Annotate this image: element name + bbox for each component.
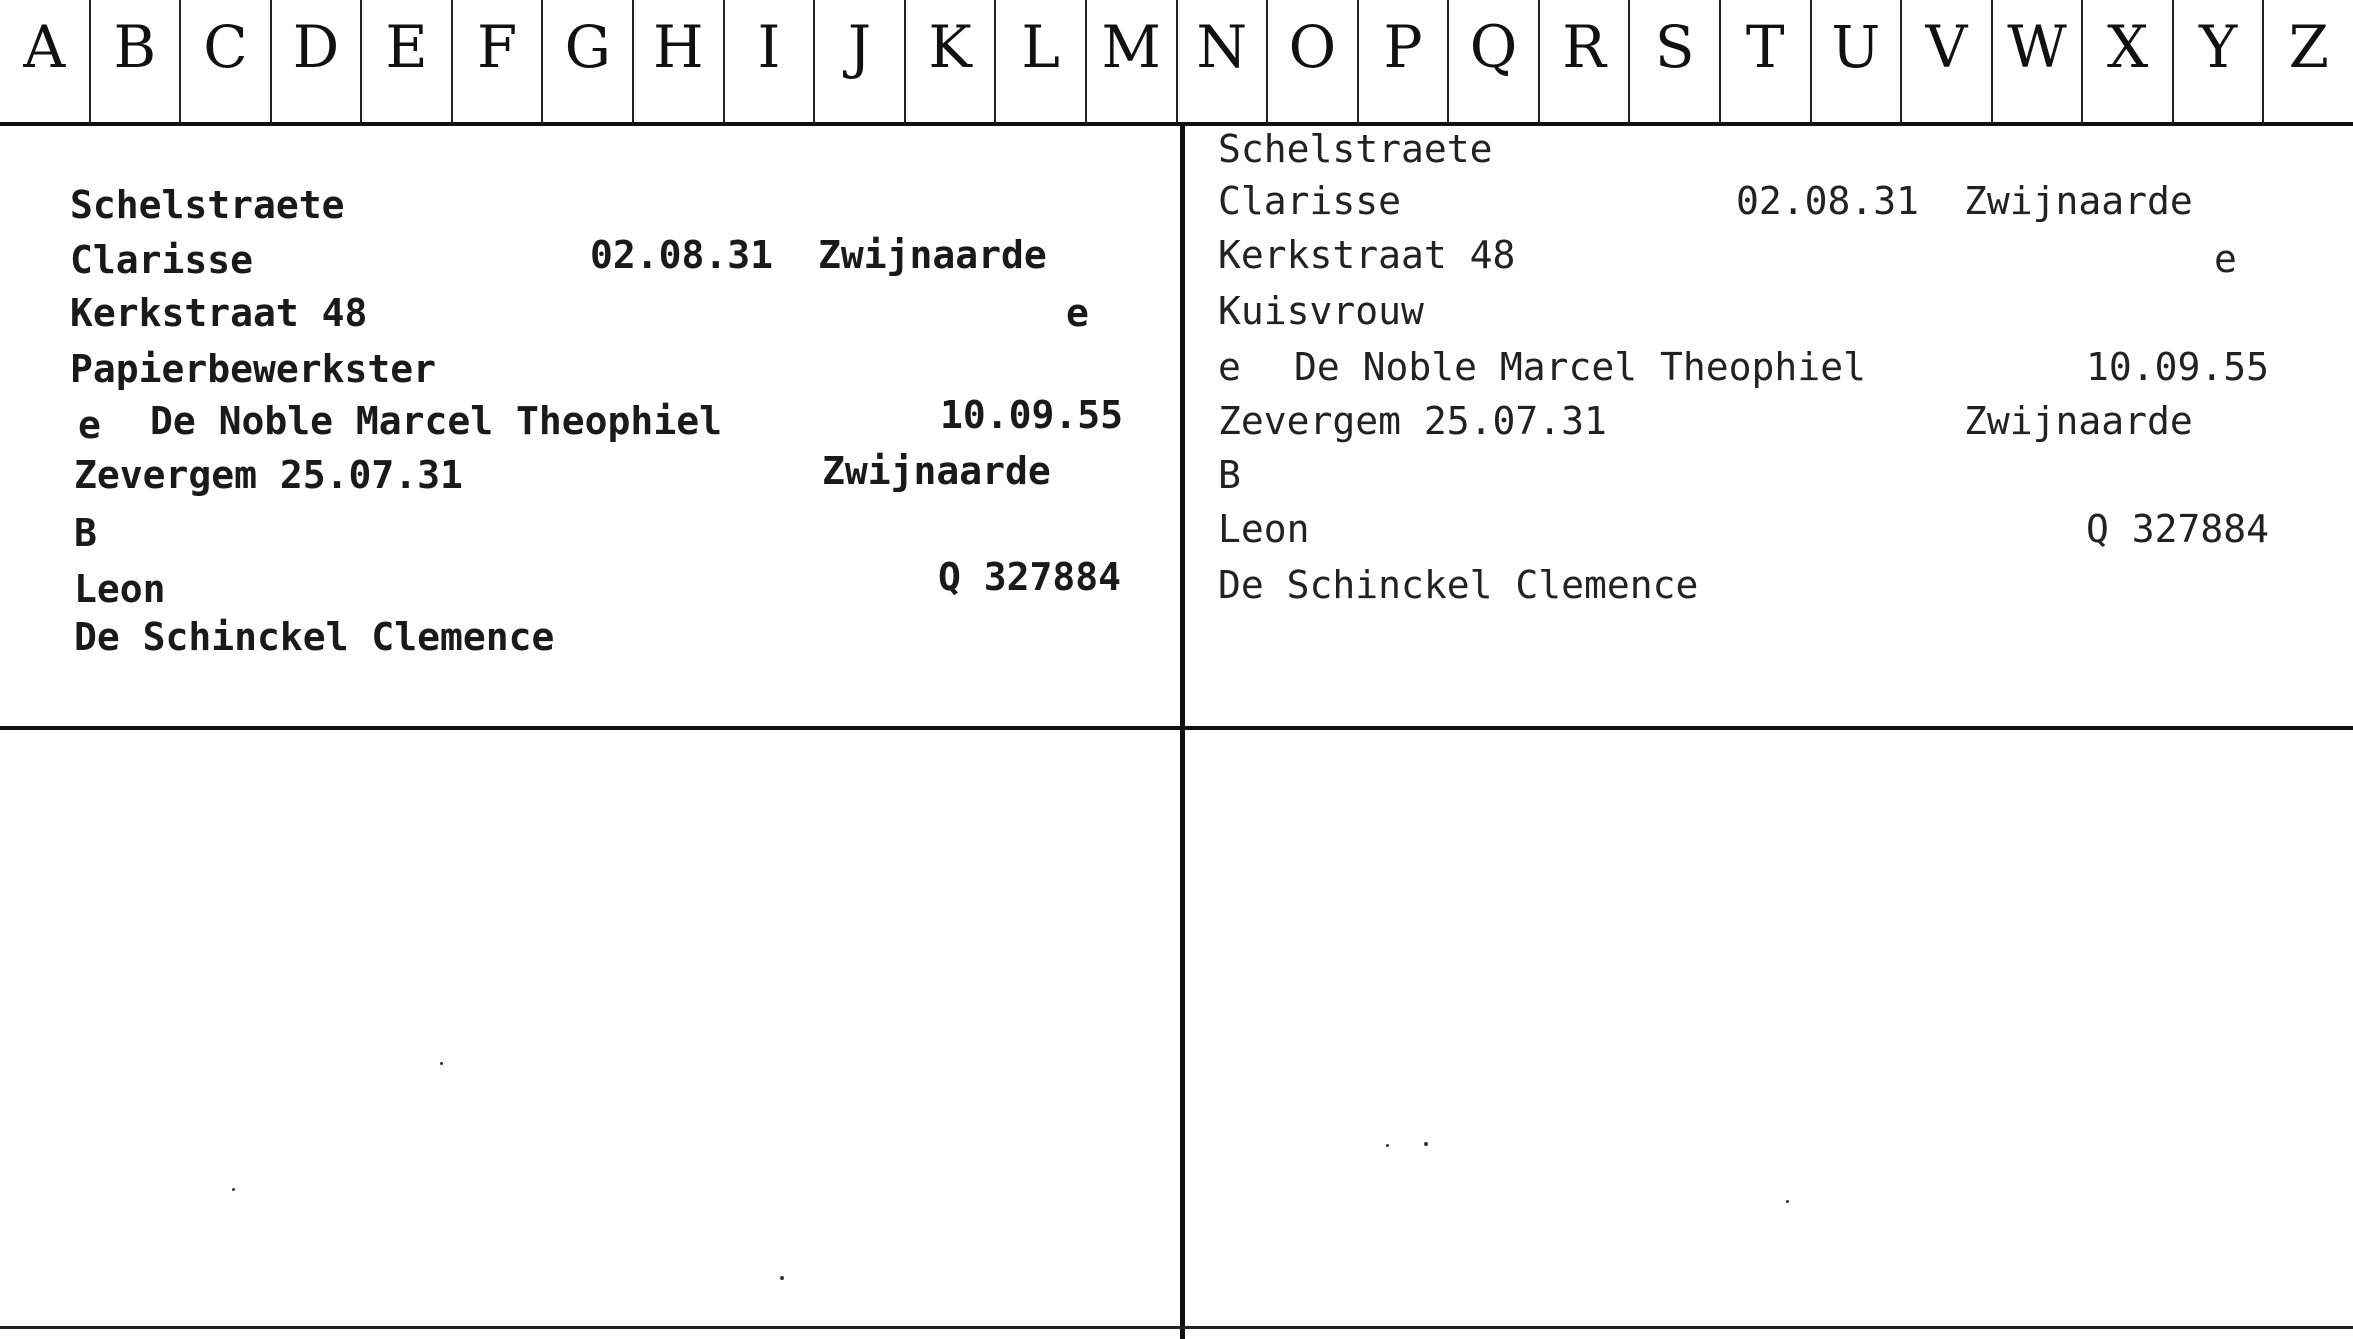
index-letter-r: R	[1540, 0, 1631, 122]
spouse-birth: Zevergem 25.07.31	[74, 453, 463, 497]
index-letter-s: S	[1630, 0, 1721, 122]
speck-mark	[1424, 1142, 1428, 1146]
empty-card-right	[1186, 732, 2353, 1328]
record-card-left	[0, 126, 1182, 728]
spouse-name: De Noble Marcel Theophiel	[150, 399, 722, 443]
empty-card-left	[0, 732, 1182, 1328]
register-number: Q 327884	[938, 555, 1122, 599]
index-letter-t: T	[1721, 0, 1812, 122]
speck-mark	[440, 1062, 443, 1065]
father-name: Leon	[74, 567, 166, 611]
birth-place: Zwijnaarde	[818, 233, 1047, 277]
spouse-birth: Zevergem 25.07.31	[1218, 399, 1607, 443]
mother-name: De Schinckel Clemence	[74, 615, 555, 659]
index-letter-j: J	[815, 0, 906, 122]
speck-mark	[1786, 1200, 1789, 1203]
index-letter-l: L	[996, 0, 1087, 122]
address: Kerkstraat 48	[70, 291, 368, 335]
index-letter-p: P	[1359, 0, 1450, 122]
surname: Schelstraete	[70, 183, 345, 227]
speck-mark	[1386, 1144, 1389, 1147]
spouse-name: De Noble Marcel Theophiel	[1294, 345, 1866, 389]
birth-date: 02.08.31	[590, 233, 774, 277]
birth-place: Zwijnaarde	[1964, 179, 2193, 223]
index-letter-z: Z	[2288, 13, 2329, 81]
address: Kerkstraat 48	[1218, 233, 1516, 277]
index-letter-a: A	[0, 0, 91, 122]
index-letter-i: I	[725, 0, 816, 122]
index-letter-q: Q	[1449, 0, 1540, 122]
index-letter-w: W	[1993, 0, 2084, 122]
given-name: Clarisse	[1218, 179, 1402, 223]
code: B	[1218, 453, 1241, 497]
index-letter-c: C	[181, 0, 272, 122]
marriage-date: 10.09.55	[2086, 345, 2270, 389]
residence: Zwijnaarde	[1964, 399, 2193, 443]
residence: Zwijnaarde	[822, 449, 1051, 493]
index-letter-e: E	[362, 0, 453, 122]
index-letter-o: O	[1268, 0, 1359, 122]
given-name: Clarisse	[70, 238, 254, 282]
occupation: Papierbewerkster	[70, 347, 437, 391]
record-card-right	[1186, 126, 2353, 728]
index-letter-b: B	[91, 0, 182, 122]
index-letter-u: U	[1812, 0, 1903, 122]
father-name: Leon	[1218, 507, 1310, 551]
index-letter-f: F	[453, 0, 544, 122]
index-letter-y: Y	[2174, 0, 2265, 122]
birth-date: 02.08.31	[1736, 179, 1920, 223]
marriage-date: 10.09.55	[940, 393, 1124, 437]
marker-e: e	[1066, 291, 1089, 335]
code: B	[74, 511, 97, 555]
index-letter-k: K	[906, 0, 997, 122]
index-letter-x: X	[2083, 0, 2174, 122]
index-letter-m: M	[1087, 0, 1178, 122]
index-letter-v: V	[1902, 0, 1993, 122]
speck-mark	[232, 1188, 235, 1191]
spouse-prefix: e	[78, 403, 101, 447]
register-number: Q 327884	[2086, 507, 2270, 551]
marker-e: e	[2214, 237, 2237, 281]
speck-mark	[780, 1276, 784, 1280]
index-letter-n: N	[1178, 0, 1269, 122]
occupation: Kuisvrouw	[1218, 289, 1424, 333]
spouse-prefix: e	[1218, 345, 1241, 389]
index-letter-g: G	[543, 0, 634, 122]
index-letter-h: H	[634, 0, 725, 122]
index-letter-d: D	[272, 0, 363, 122]
surname: Schelstraete	[1218, 127, 1493, 171]
mother-name: De Schinckel Clemence	[1218, 563, 1699, 607]
alphabet-index	[0, 0, 2353, 126]
